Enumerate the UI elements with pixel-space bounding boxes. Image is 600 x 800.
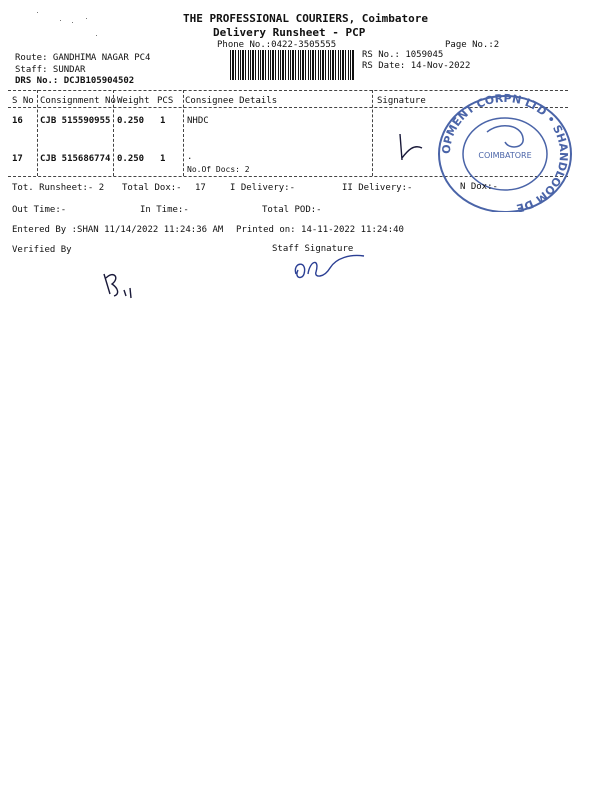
row-weight: 0.250 — [117, 116, 145, 126]
row-pcs: 1 — [160, 154, 166, 164]
row-consignment: CJB 515590955 — [40, 116, 111, 126]
header-weight: Weight — [117, 96, 150, 106]
scan-speck — [86, 18, 87, 19]
rs-number: RS No.: 1059045 — [362, 50, 444, 60]
stamp-outer-text: OPMENT CORPN LTD • SHANDLOOM DE — [439, 92, 571, 212]
row-sno: 17 — [12, 154, 23, 164]
total-pod: Total POD:- — [262, 205, 322, 215]
n-dox: N Dox:- — [460, 182, 498, 192]
scan-speck — [72, 22, 73, 23]
row-consignee: . — [187, 152, 193, 162]
header-sno: S No — [12, 96, 34, 106]
scan-speck — [60, 20, 61, 21]
rs-date: RS Date: 14-Nov-2022 — [362, 61, 471, 71]
total-dox-value: 17 — [195, 183, 206, 193]
company-name: THE PROFESSIONAL COURIERS, Coimbatore — [183, 12, 429, 25]
verifier-initials — [100, 268, 150, 308]
in-time: In Time:- — [140, 205, 189, 215]
phone-number: Phone No.:0422-3505555 — [217, 40, 337, 50]
company-stamp — [425, 92, 585, 212]
row-consignment: CJB 515686774 — [40, 154, 111, 164]
entered-by: Entered By :SHAN 11/14/2022 11:24:36 AM — [12, 225, 224, 235]
verified-by: Verified By — [12, 245, 72, 255]
staff: Staff: SUNDAR — [15, 65, 86, 75]
i-delivery: I Delivery:- — [230, 183, 296, 193]
staff-signature — [290, 248, 370, 288]
header-pcs: PCS — [157, 96, 174, 106]
column-divider — [372, 90, 373, 176]
document-title: Delivery Runsheet - PCP — [213, 26, 366, 39]
row-consignee: NHDC — [187, 116, 209, 126]
printed-on: Printed on: 14-11-2022 11:24:40 — [236, 225, 404, 235]
row-sno: 16 — [12, 116, 23, 126]
out-time: Out Time:- — [12, 205, 67, 215]
tot-runsheet: Tot. Runsheet:- 2 — [12, 183, 105, 193]
header-signature: Signature — [377, 96, 426, 106]
row-weight: 0.250 — [117, 154, 145, 164]
ii-delivery: II Delivery:- — [342, 183, 413, 193]
drs-number: DRS No.: DCJB105904502 — [15, 76, 135, 86]
barcode — [230, 50, 355, 80]
no-of-docs: No.Of Docs: 2 — [187, 165, 250, 174]
route: Route: GANDHIMA NAGAR PC4 — [15, 53, 151, 63]
row-pcs: 1 — [160, 116, 166, 126]
page-number: Page No.:2 — [445, 40, 500, 50]
column-divider — [37, 90, 38, 176]
scan-speck — [96, 35, 97, 36]
scan-speck — [37, 12, 38, 13]
staff-signature-label: Staff Signature — [272, 244, 354, 254]
table-top-rule — [8, 90, 568, 91]
header-consignment: Consignment No — [40, 96, 116, 106]
total-dox-label: Total Dox:- — [122, 183, 182, 193]
stamp-inner-text: COIMBATORE — [478, 151, 532, 160]
header-consignee: Consignee Details — [185, 96, 278, 106]
column-divider — [183, 90, 184, 176]
